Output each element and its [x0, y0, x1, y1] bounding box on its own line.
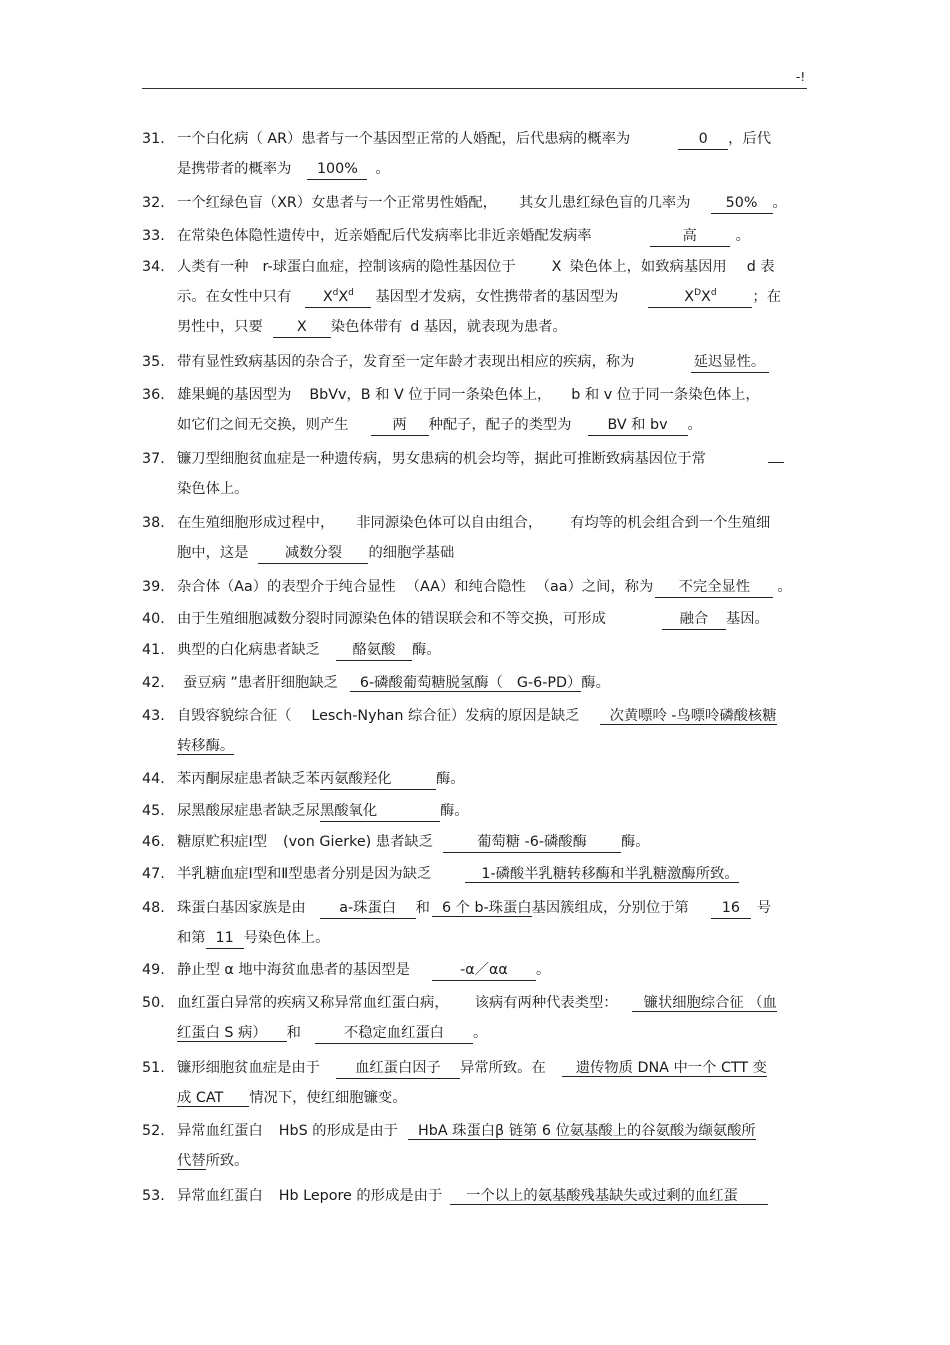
answer-blank: BV 和 bv	[588, 416, 688, 436]
question-text: 异常血红蛋白	[177, 1123, 263, 1139]
question-number: 52.	[142, 1123, 165, 1139]
question-text: 。	[772, 195, 787, 211]
answer-blank: 0	[678, 130, 728, 150]
question-number: 35.	[142, 354, 165, 370]
answer-blank: 50%	[711, 194, 773, 214]
question-text: 镰形细胞贫血症是由于	[177, 1060, 320, 1076]
question-number: 36.	[142, 387, 165, 403]
answer-blank: 次黄嘌呤 -鸟嘌呤磷酸核糖	[600, 708, 777, 725]
answer-blank: 红蛋白 S 病）	[177, 1025, 287, 1042]
question-text: r-球蛋白血症，控制该病的隐性基因位于	[262, 259, 516, 275]
genotype-blank: $X^dX^d$	[305, 288, 371, 308]
answer-blank	[768, 462, 784, 463]
question-text: 酶。	[621, 834, 650, 850]
question-number: 38.	[142, 515, 165, 531]
question-text: 基因簇组成，分别位于第	[531, 900, 689, 916]
answer-blank: X	[273, 318, 331, 338]
question-text: 一个白化病（ AR）患者与一个基因型正常的人婚配，后代患病的概率为	[177, 131, 631, 147]
question-text: 。	[687, 417, 702, 433]
question-text: 。	[777, 579, 792, 595]
question-text: 号染色体上。	[243, 930, 330, 946]
question-number: 49.	[142, 962, 165, 978]
question-text: 如它们之间无交换，则产生	[177, 417, 349, 433]
question-text: 情况下，使红细胞镰变。	[249, 1090, 407, 1106]
question-text: 是携带者的概率为	[177, 161, 292, 177]
question-text: 雄果蝇的基因型为	[177, 387, 292, 403]
question-text: 有均等的机会组合到一个生殖细	[570, 515, 771, 531]
question-text: 种配子，配子的类型为	[428, 417, 572, 433]
answer-blank: 融合	[662, 610, 726, 630]
question-text: 基因型才发病，女性携带者的基因型为	[375, 289, 619, 305]
answer-blank: 酪氨酸	[336, 641, 412, 661]
question-text: 其女儿患红绿色盲的几率为	[518, 195, 691, 211]
answer-blank: 6-磷酸葡萄糖脱氢酶（ G-6-PD）	[350, 675, 581, 692]
answer-blank: a-珠蛋白	[320, 899, 416, 919]
question-text: 染色体带有	[330, 319, 403, 335]
answer-blank: 不稳定血红蛋白	[315, 1024, 473, 1044]
question-number: 50.	[142, 995, 165, 1011]
question-text: 酶。	[439, 803, 469, 819]
question-text: b 和 v 位于同一条染色体上，	[571, 387, 760, 403]
question-text: Lesch-Nyhan 综合征）发病的原因是缺乏	[311, 708, 580, 724]
answer-blank: 转移酶。	[177, 738, 235, 754]
question-text: 尿黑酸尿症患者缺乏尿	[177, 803, 320, 819]
question-text: 所致。	[205, 1153, 249, 1169]
answer-blank: 血红蛋白因子	[336, 1059, 460, 1079]
header-rule	[142, 88, 807, 89]
question-number: 42.	[142, 675, 165, 691]
question-text: 号	[756, 900, 772, 916]
question-text: （aa）之间，称为	[535, 579, 654, 595]
answer-blank: 黑酸氧化	[320, 802, 440, 822]
answer-blank: 16	[711, 899, 751, 919]
answer-blank: 11	[206, 929, 244, 949]
header-mark: -!	[796, 70, 806, 84]
question-text: 和第	[177, 930, 206, 946]
answer-blank: 镰状细胞综合征 （血	[632, 995, 777, 1012]
question-text: 人类有一种	[177, 259, 249, 275]
question-text: 一个红绿色盲（XR）女患者与一个正常男性婚配，	[177, 195, 497, 211]
question-text: 带有显性致病基因的杂合子，发育至一定年龄才表现出相应的疾病，称为	[177, 354, 635, 370]
question-text: 染色体上，如致病基因用	[569, 259, 727, 275]
question-number: 44.	[142, 771, 165, 787]
question-text: Hb Lepore 的形成是由于	[278, 1188, 443, 1204]
question-text: 典型的白化病患者缺乏	[177, 642, 320, 658]
question-text: 由于生殖细胞减数分裂时同源染色体的错误联会和不等交换，可形成	[177, 611, 606, 627]
question-text: 。	[375, 161, 390, 177]
answer-blank: 葡萄糖 -6-磷酸酶	[443, 833, 621, 853]
question-text: 酶。	[411, 642, 441, 658]
answer-blank: 高	[650, 227, 730, 247]
question-number: 47.	[142, 866, 165, 882]
question-text: 苯丙酮尿症患者缺乏苯	[177, 771, 320, 787]
question-text: 杂合体（Aa）的表型介于纯合显性	[177, 579, 396, 595]
answer-blank: 一个以上的氨基酸残基缺失或过剩的血红蛋	[450, 1188, 768, 1205]
genotype-blank: $X^DX^d$	[648, 288, 752, 308]
question-text: 异常所致。在	[459, 1060, 546, 1076]
question-text: 半乳糖血症Ⅰ型和Ⅱ型患者分别是因为缺乏	[177, 866, 432, 882]
question-text: 。	[472, 1025, 488, 1041]
question-text: ，后代	[728, 131, 772, 147]
question-text: 和	[286, 1025, 301, 1041]
answer-blank: 延迟显性。	[691, 353, 769, 373]
question-text: 异常血红蛋白	[177, 1188, 263, 1204]
answer-blank: 代替	[177, 1153, 206, 1169]
question-number: 45.	[142, 803, 165, 819]
question-number: 33.	[142, 228, 165, 244]
question-number: 34.	[142, 259, 165, 275]
answer-blank: 两	[371, 416, 429, 436]
question-text: 珠蛋白基因家族是由	[177, 900, 306, 916]
question-text: 静止型 α 地中海贫血患者的基因型是	[177, 962, 410, 978]
answer-blank: 不完全显性	[655, 578, 773, 598]
answer-blank: 丙氨酸羟化	[320, 770, 436, 790]
question-text: 示。在女性中只有	[177, 289, 292, 305]
question-text: 自毁容貌综合征（	[177, 708, 292, 724]
question-text: （AA）和纯合隐性	[405, 579, 526, 595]
question-text: 。	[535, 962, 551, 978]
question-text: 胞中，这是	[177, 545, 249, 561]
question-text: 染色体上。	[177, 481, 249, 497]
question-text: d 表	[746, 259, 775, 275]
question-number: 41.	[142, 642, 165, 658]
answer-blank: 减数分裂	[258, 544, 368, 564]
question-text: 镰刀型细胞贫血症是一种遗传病，男女患病的机会均等，据此可推断致病基因位于常	[177, 451, 706, 467]
question-text: 血红蛋白异常的疾病又称异常血红蛋白病，	[177, 995, 449, 1011]
question-number: 32.	[142, 195, 165, 211]
question-number: 37.	[142, 451, 165, 467]
answer-blank: 成 CAT	[177, 1090, 249, 1107]
question-number: 39.	[142, 579, 165, 595]
answer-blank: 100%	[307, 160, 367, 180]
question-text: 。	[735, 228, 750, 244]
question-number: 46.	[142, 834, 165, 850]
question-number: 53.	[142, 1188, 165, 1204]
question-text: BbVv，B 和 V 位于同一条染色体上，	[309, 387, 552, 403]
question-number: 31.	[142, 131, 165, 147]
answer-blank: HbA 珠蛋白β 链第 6 位氨基酸上的谷氨酸为缬氨酸所	[408, 1123, 756, 1140]
question-text: 蚕豆病 ”患者肝细胞缺乏	[183, 675, 338, 691]
question-number: 40.	[142, 611, 165, 627]
question-text: 和	[415, 900, 430, 916]
question-text: 该病有两种代表类型：	[474, 995, 618, 1011]
question-text: ；在	[752, 289, 782, 305]
question-text: 酶。	[435, 771, 465, 787]
answer-blank: 遗传物质 DNA 中一个 CTT 变	[562, 1060, 767, 1077]
question-text: HbS 的形成是由于	[278, 1123, 399, 1139]
question-number: 51.	[142, 1060, 165, 1076]
question-number: 48.	[142, 900, 165, 916]
question-text: 在常染色体隐性遗传中，近亲婚配后代发病率比非近亲婚配发病率	[177, 228, 592, 244]
question-text: 非同源染色体可以自由组合，	[356, 515, 543, 531]
question-text: (von Gierke) 患者缺乏	[283, 834, 433, 850]
question-text: 糖原贮积症Ⅰ型	[177, 834, 267, 850]
question-text: 的细胞学基础	[368, 545, 455, 561]
answer-blank: 1-磷酸半乳糖转移酶和半乳糖激酶所致。	[465, 866, 738, 883]
question-text: X	[551, 259, 562, 275]
question-text: d 基因，就表现为患者。	[410, 319, 567, 335]
answer-blank: 6 个 b-珠蛋白	[432, 900, 532, 917]
question-text: 在生殖细胞形成过程中，	[177, 515, 335, 531]
question-text: 基因。	[725, 611, 769, 627]
question-number: 43.	[142, 708, 165, 724]
question-text: 酶。	[581, 675, 610, 691]
answer-blank: -α／αα	[432, 961, 536, 981]
question-text: 男性中，只要	[177, 319, 263, 335]
